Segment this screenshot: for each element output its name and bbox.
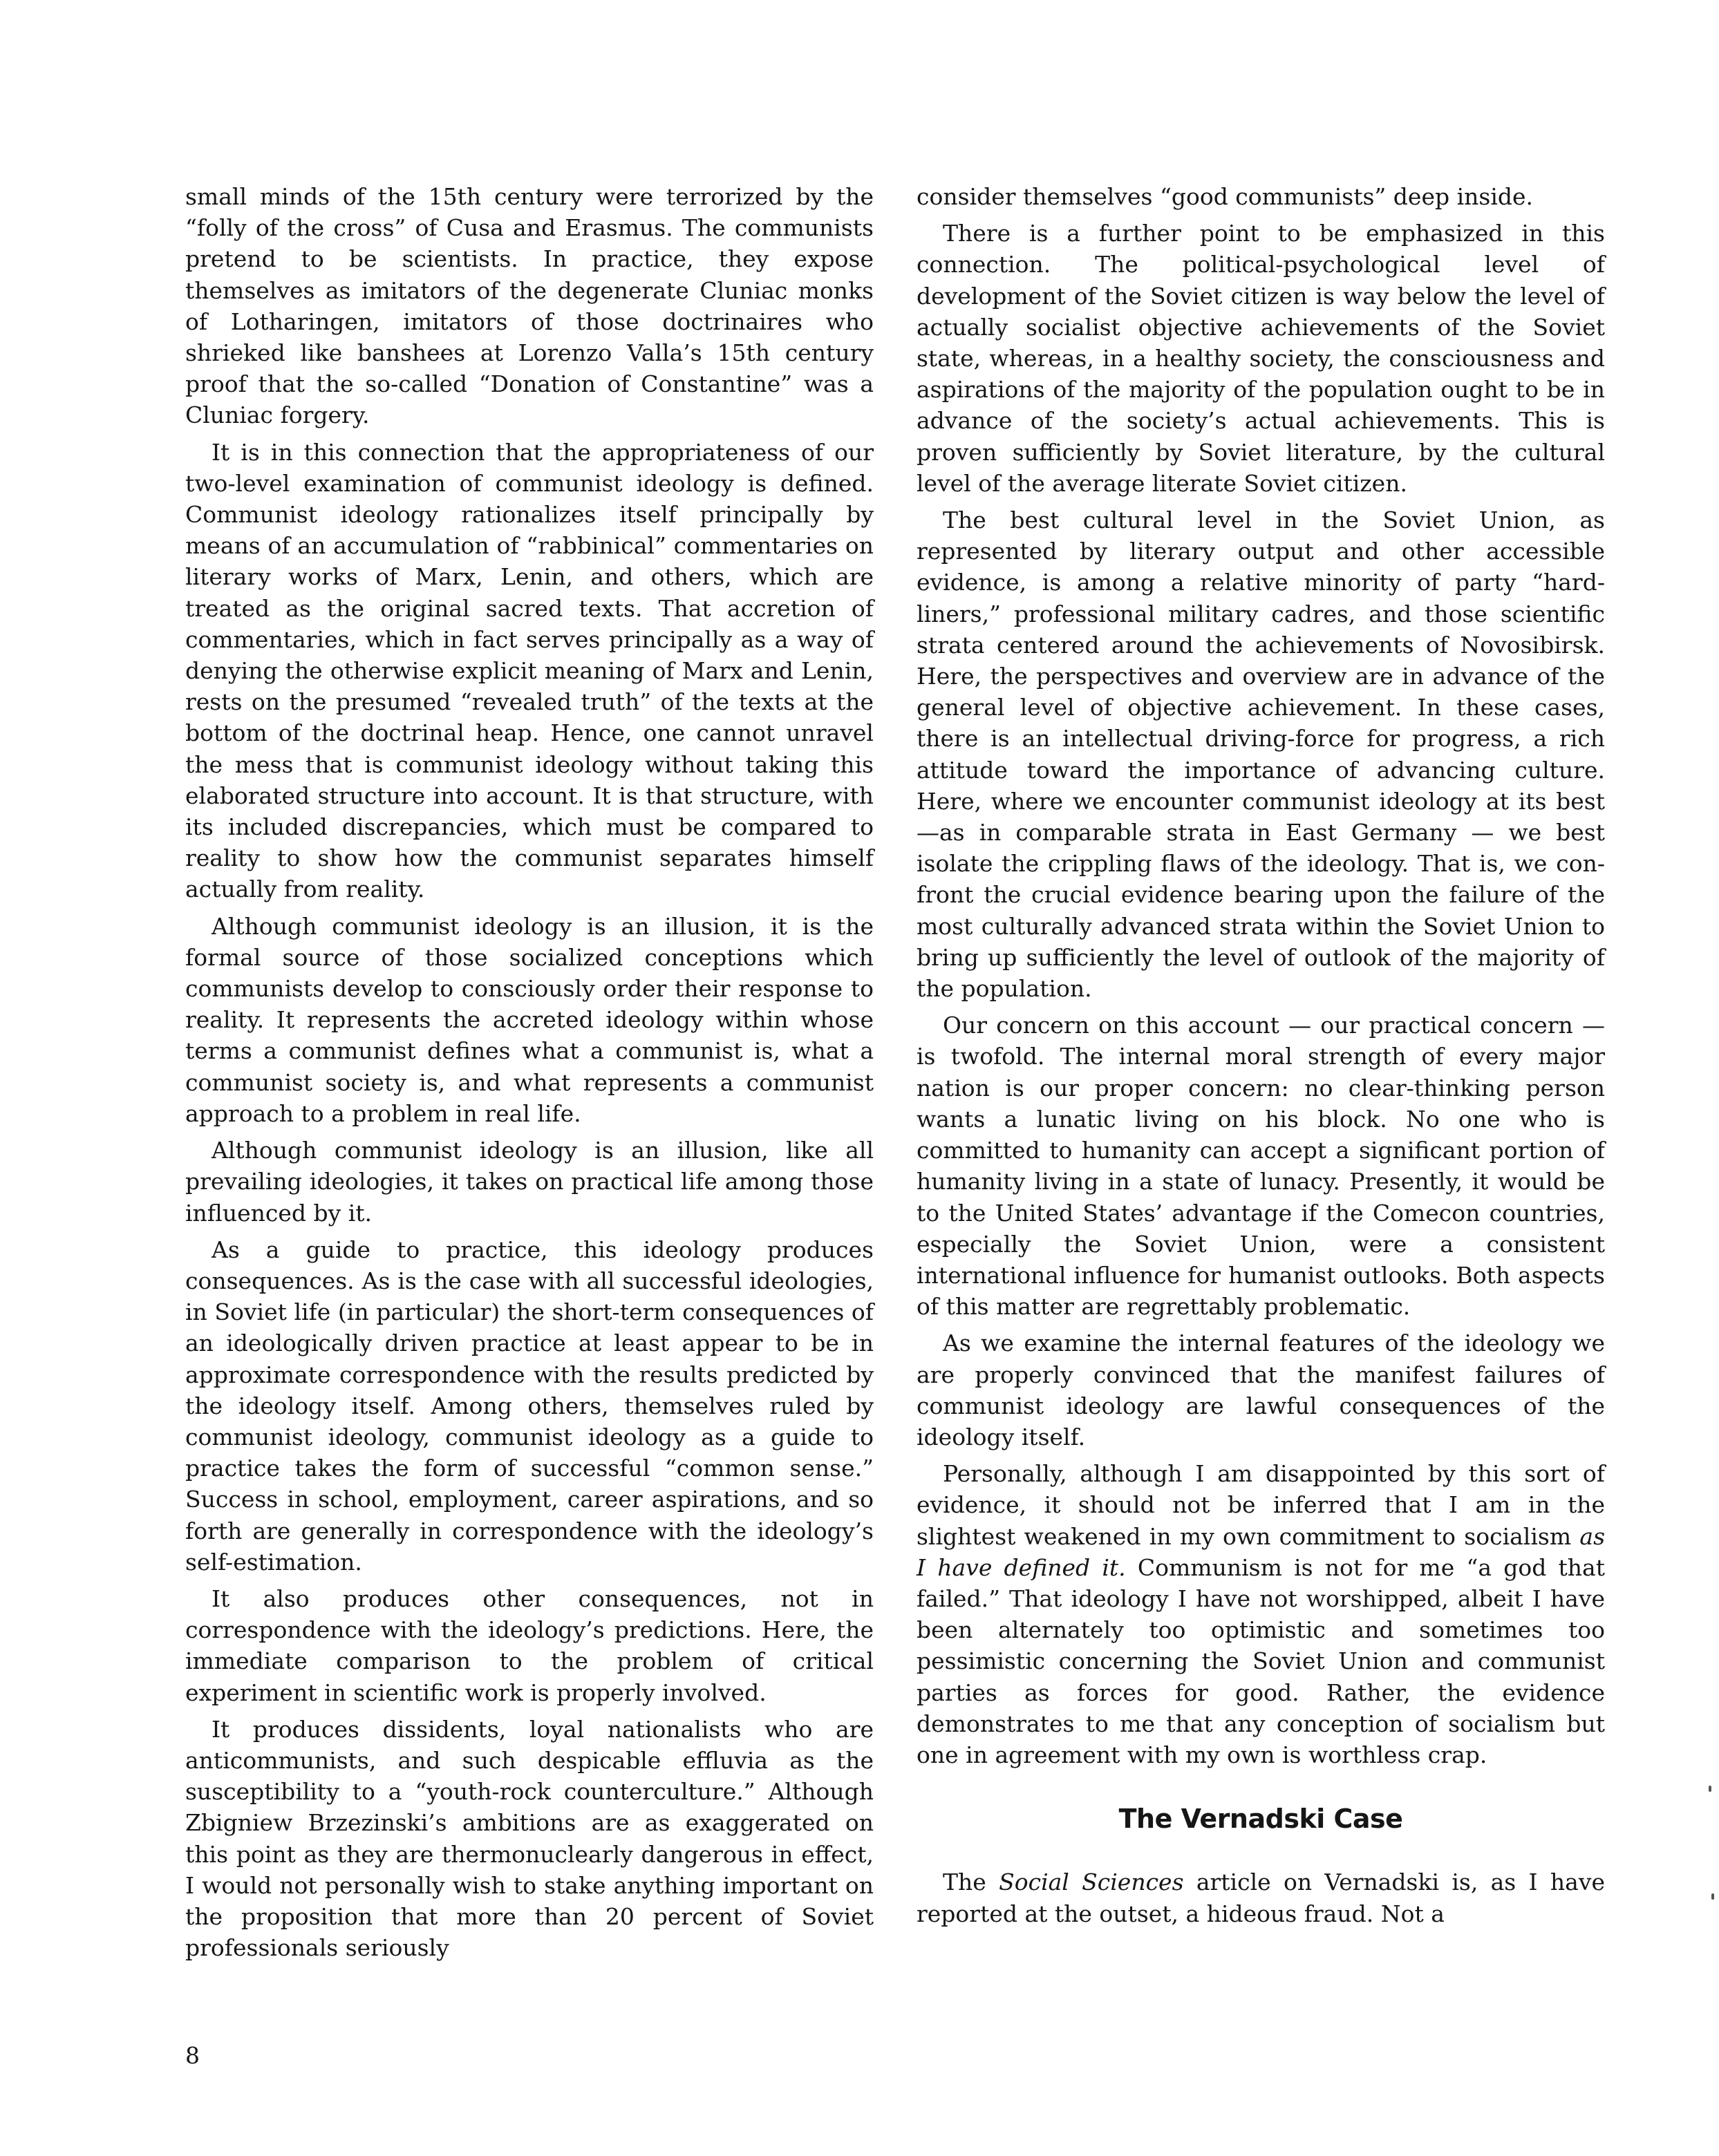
body-paragraph: consider themselves “good communists” deep inside. [917, 183, 1534, 210]
body-paragraph: Although communist ideology is an illusion, like all prevailing ideologies, it takes on practical life among those influenced by it. [185, 1137, 874, 1227]
personal-paragraph [917, 1458, 1605, 1770]
section-heading: The Vernadski Case [1118, 1804, 1403, 1835]
body-paragraph: As we examine the internal features of the ideology we are properly convinced that the manifest failures of communist ideology are lawful consequences of the ideology itself. [917, 1330, 1605, 1450]
page-number: 8 [185, 2042, 200, 2069]
scan-speck [1709, 1786, 1711, 1792]
body-paragraph: As a guide to practice, this ideology produces consequences. As is the case with all successful ideologies, in Soviet life (in particular) the short-term consequences of an ideologically driven practice at least appear to be in approximate correspondence with the results predicted by the ideology itself. Among others, themselves ruled by communist ideology, communist ideology as a guide to practice takes the form of successful “common sense.” Success in school, employment, career aspirations, and so forth are generally in correspondence with the ideology’s self-estimation. [185, 1236, 874, 1576]
body-paragraph: small minds of the 15th century were terrorized by the “folly of the cross” of Cusa and Erasmus. The communists pretend to be scientists. In practice, they expose themselves as imitators of the degenerate Cluniac monks of Lotharingen, imitators of those doctrinaires who shrieked like banshees at Lorenzo Valla’s 15th century proof that the so-called “Donation of Constantine” was a Cluniac forgery. [185, 183, 874, 429]
text-run: article on Vernadski is, as I have reported at the outset, a hideous fraud. Not a [917, 1869, 1605, 1927]
italic-phrase: as I have defined it. [917, 1522, 1605, 1581]
body-paragraph: There is a further point to be emphasized in this connection. The political-psychological level of development of the Soviet citizen is way below the level of actually socialist objective achievements of the Soviet state, whereas, in a healthy society, the consciousness and aspirations of the majority of the population ought to be in advance of the society’s actual achievements. This is proven sufficiently by Soviet literature, by the cultural level of the average literate Soviet citizen. [917, 220, 1605, 497]
left-column [185, 181, 874, 1969]
final-paragraph [917, 1866, 1605, 1929]
italic-phrase: Social Sciences [999, 1869, 1184, 1896]
body-paragraph: The best cultural level in the Soviet Union, as represented by literary output and other accessible evidence, is among a relative minority of party “hardliners,” professional military cadres, and those scientific strata centered around the achievements of Novosibirsk. Here, the perspectives and overview are in advance of the general level of objective achievement. In these cases, there is an intellectual driving-force for progress, a rich attitude toward the importance of advancing culture. Here, where we encounter communist ideology at its best—as in comparable strata in East Germany — we best isolate the crippling flaws of the ideology. That is, we confront the crucial evidence bearing upon the failure of the most culturally advanced strata within the Soviet Union to bring up sufficiently the level of outlook of the majority of the population. [917, 507, 1605, 1003]
body-paragraph: It is in this connection that the appropriateness of our two-level examination of communist ideology is defined. Communist ideology rationalizes itself principally by means of an accumulation of “rabbinical” commentaries on literary works of Marx, Lenin, and others, which are treated as the original sacred texts. That accretion of commentaries, which in fact serves principally as a way of denying the otherwise explicit meaning of Marx and Lenin, rests on the presumed “revealed truth” of the texts at the bottom of the doctrinal heap. Hence, one cannot unravel the mess that is communist ideology without taking this elaborated structure into account. It is that structure, with its included discrepancies, which must be compared to reality to show how the communist separates himself actually from reality. [185, 438, 874, 903]
text-run: The [943, 1869, 999, 1896]
text-run: Personally, although I am disappointed by this sort of evidence, it should not be inferred that I am in the slightest weakened in my own commitment to socialism [917, 1460, 1605, 1550]
text-run: Communism is not for me “a god that failed.” That ideology I have not worshipped, albeit I have been alternately too optimistic and sometimes too pessimistic concerning the Soviet Union and communist parties as forces for good. Rather, the evidence demonstrates to me that any conception of socialism but one in agreement with my own is worthless crap. [917, 1553, 1605, 1768]
body-paragraph: It also produces other consequences, not in correspondence with the ideology’s predictions. Here, the immediate comparison to the problem of critical experiment in scientific work is properly involved. [185, 1585, 874, 1706]
body-paragraph: Our concern on this account — our practical concern — is twofold. The internal moral strength of every major nation is our proper concern: no clear-thinking person wants a lunatic living on his block. No one who is committed to humanity can accept a significant portion of humanity living in a state of lunacy. Presently, it would be to the United States’ advantage if the Comecon countries, especially the Soviet Union, were a consistent international influence for humanist outlooks. Both aspects of this matter are regrettably problematic. [917, 1012, 1605, 1321]
body-paragraph: Although communist ideology is an illusion, it is the formal source of those socialized conceptions which communists develop to consciously order their response to reality. It represents the accreted ideology within whose terms a communist defines what a communist is, what a communist society is, and what represents a communist approach to a problem in real life. [185, 912, 874, 1127]
scan-speck [1711, 1893, 1714, 1900]
right-column [917, 181, 1605, 1935]
body-paragraph: It produces dissidents, loyal nationalists who are anticommunists, and such despicable effluvia as the susceptibility to a “youth-rock counterculture.” Although Zbigniew Brzezinski’s ambitions are as exaggerated on this point as they are thermonuclearly dangerous in effect, I would not personally wish to stake anything important on the proposition that more than 20 percent of Soviet professionals seriously [185, 1715, 874, 1962]
